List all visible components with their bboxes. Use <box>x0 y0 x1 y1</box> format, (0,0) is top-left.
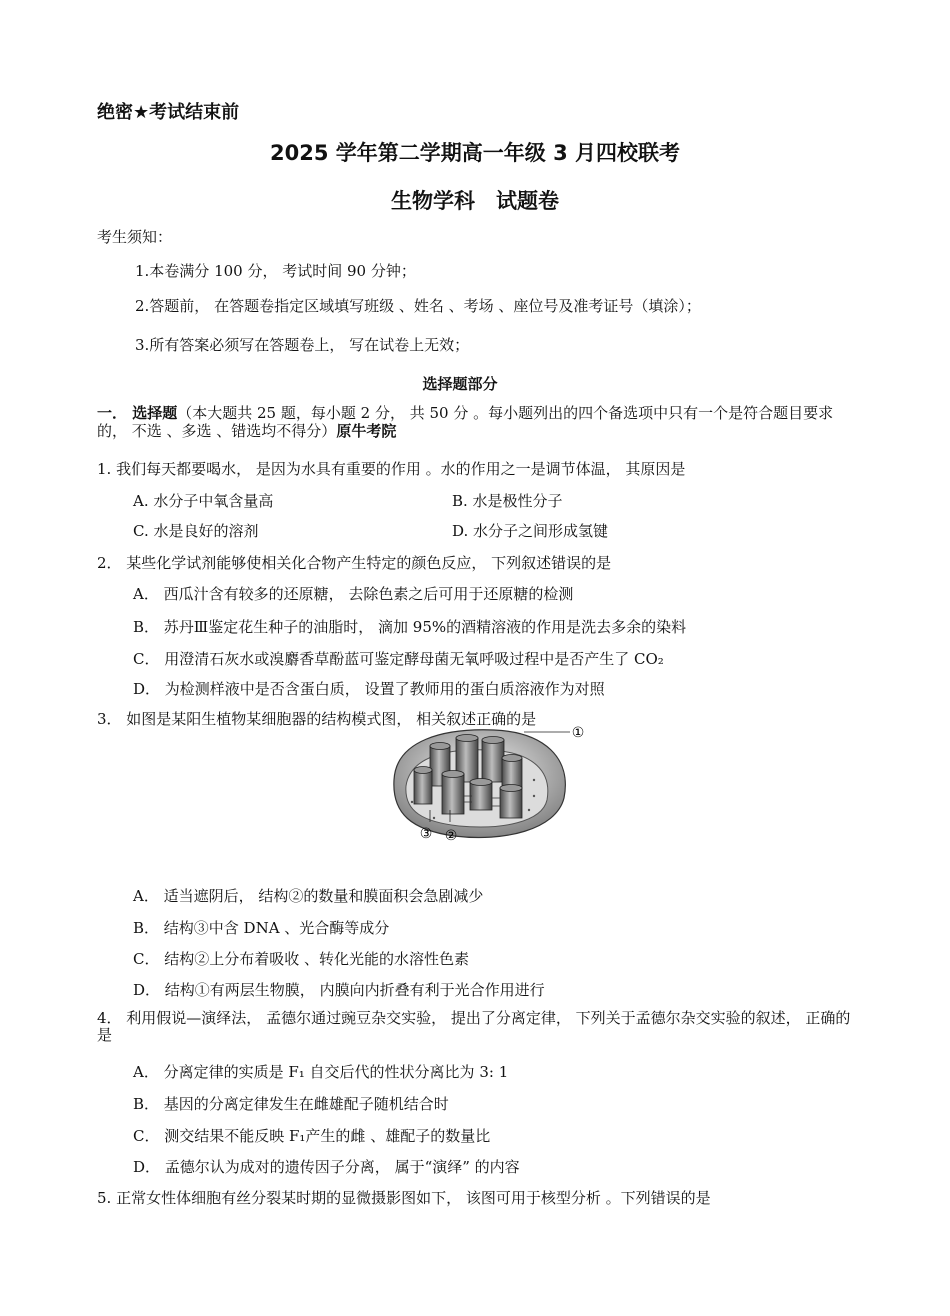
confidential-mark: 绝密★考试结束前 <box>97 102 240 123</box>
question-stem: 3． 如图是某阳生植物某细胞器的结构模式图， 相关叙述正确的是 <box>97 710 537 728</box>
option: D. 水分子之间形成氢键 <box>452 522 609 540</box>
option: A． 分离定律的实质是 F₁ 自交后代的性状分离比为 3: 1 <box>133 1063 509 1081</box>
question-stem: 5. 正常女性体细胞有丝分裂某时期的显微摄影图如下， 该图可用于核型分析 。下列错误的是 <box>97 1189 711 1207</box>
watermark-text: 原牛考院 <box>336 422 397 440</box>
option: A． 西瓜汁含有较多的还原糖， 去除色素之后可用于还原糖的检测 <box>133 585 574 603</box>
option: D． 结构①有两层生物膜， 内膜向内折叠有利于光合作用进行 <box>133 981 545 999</box>
notice-item: 3.所有答案必须写在答题卷上， 写在试卷上无效； <box>135 336 470 354</box>
question-stem: 1. 我们每天都要喝水， 是因为水具有重要的作用 。水的作用之一是调节体温， 其原因是 <box>97 460 686 478</box>
notice-heading: 考生须知： <box>97 228 173 246</box>
section-title: 选择题部分 <box>422 375 498 393</box>
option: D． 为检测样液中是否含蛋白质， 设置了教师用的蛋白质溶液作为对照 <box>133 680 605 698</box>
label-2: ② <box>444 828 458 844</box>
option: A. 水分子中氧含量高 <box>133 492 274 510</box>
option: B． 苏丹Ⅲ鉴定花生种子的油脂时， 滴加 95%的酒精溶液的作用是洗去多余的染料 <box>133 618 687 636</box>
option: D． 孟德尔认为成对的遗传因子分离， 属于“演绎” 的内容 <box>133 1158 520 1176</box>
option: C． 用澄清石灰水或溴麝香草酚蓝可鉴定酵母菌无氧呼吸过程中是否产生了 CO₂ <box>133 650 664 668</box>
exam-title: 2025 学年第二学期高一年级 3 月四校联考 <box>270 141 680 165</box>
option: B. 水是极性分子 <box>452 492 563 510</box>
option: C. 水是良好的溶剂 <box>133 522 259 540</box>
chloroplast-diagram <box>384 718 614 850</box>
question-stem: 2． 某些化学试剂能够使相关化合物产生特定的颜色反应， 下列叙述错误的是 <box>97 554 612 572</box>
option: B． 基因的分离定律发生在雌雄配子随机结合时 <box>133 1095 449 1113</box>
option: C． 测交结果不能反映 F₁产生的雌 、雄配子的数量比 <box>133 1127 491 1145</box>
notice-item: 1.本卷满分 100 分， 考试时间 90 分钟； <box>135 262 416 280</box>
option: C． 结构②上分布着吸收 、转化光能的水溶性色素 <box>133 950 470 968</box>
option: A． 适当遮阴后， 结构②的数量和膜面积会急剧减少 <box>133 887 484 905</box>
part-text: （本大题共 25 题，每小题 2 分， 共 50 分 。每小题列出的四个备选项中只有一个是符合题目要求的， 不选 、多选 、错选均不得分） <box>97 404 834 440</box>
label-1: ① <box>571 725 585 741</box>
option: B． 结构③中含 DNA 、光合酶等成分 <box>133 919 390 937</box>
question-stem: 4． 利用假说—演绎法， 孟德尔通过豌豆杂交实验， 提出了分离定律， 下列关于孟德尔杂交实验的叙述， 正确的是 <box>97 1009 851 1044</box>
part-label: 一． 选择题 <box>97 404 178 422</box>
label-3: ③ <box>419 826 433 842</box>
exam-subtitle: 生物学科 试题卷 <box>391 189 559 213</box>
part-instructions <box>97 404 857 440</box>
notice-item: 2.答题前， 在答题卷指定区域填写班级 、姓名 、考场 、座位号及准考证号（填涂）； <box>135 297 701 315</box>
